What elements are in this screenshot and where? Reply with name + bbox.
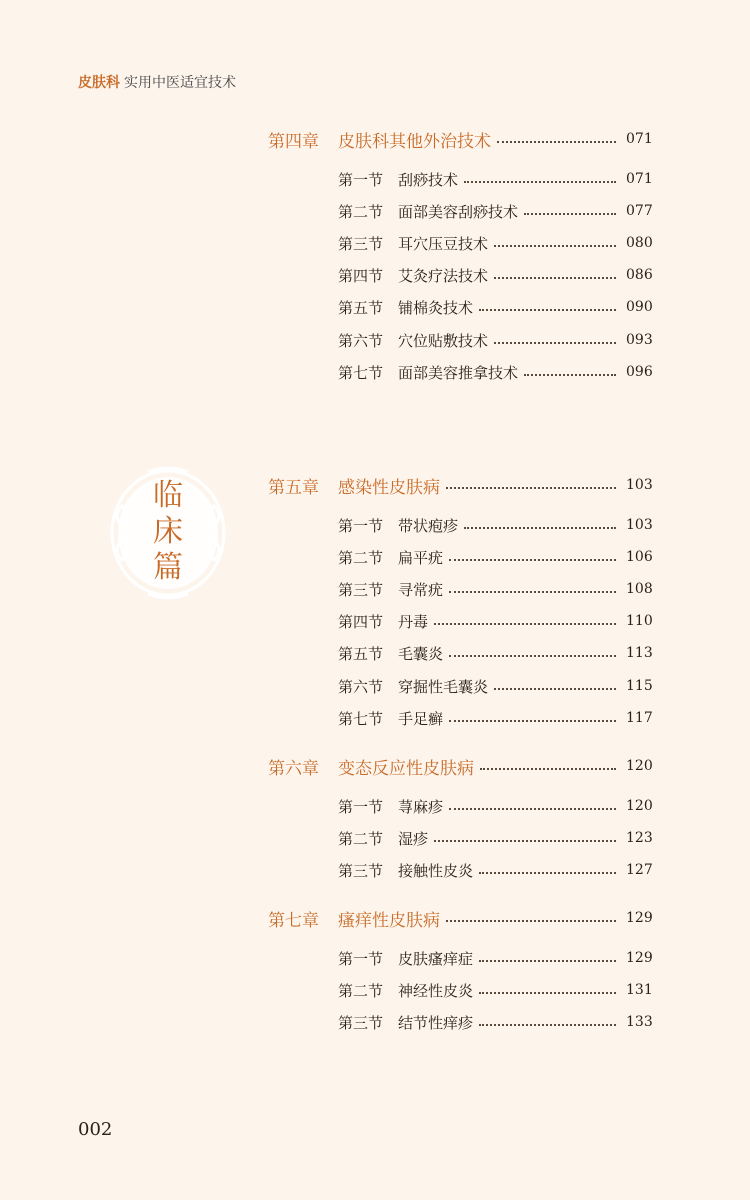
header-title: 实用中医适宜技术 [124, 75, 236, 91]
toc-entry-page: 086 [626, 267, 653, 283]
toc-entry-title: 手足癣 [398, 709, 444, 728]
toc-entry-title: 湿疹 [398, 829, 429, 848]
toc-entry-number: 第二节 [338, 202, 384, 221]
toc-section-row[interactable] [338, 577, 653, 601]
dot-leader [449, 806, 616, 810]
toc-entry-number: 第七章 [268, 910, 319, 931]
toc-section-row[interactable] [338, 1010, 653, 1034]
page-number: 002 [78, 1119, 113, 1140]
toc-entry-page: 129 [626, 950, 653, 966]
toc-entry-number: 第一节 [338, 516, 384, 535]
seal-text [108, 478, 228, 586]
toc-entry-number: 第五节 [338, 644, 384, 663]
toc-entry-page: 120 [626, 758, 653, 774]
toc-section-row[interactable] [338, 946, 653, 970]
dot-leader [449, 718, 616, 722]
seal-char: 篇 [153, 550, 183, 585]
toc-entry-number: 第三节 [338, 1013, 384, 1032]
header-brand: 皮肤科 [78, 75, 120, 91]
toc-section-row[interactable] [338, 263, 653, 287]
toc-entry-page: 071 [626, 131, 653, 147]
dot-leader [524, 211, 616, 215]
toc-section-row[interactable] [338, 167, 653, 191]
toc-entry-page: 129 [626, 910, 653, 926]
toc-entry-number: 第三节 [338, 234, 384, 253]
running-header [78, 72, 236, 92]
toc-entry-title: 艾灸疗法技术 [398, 266, 489, 285]
toc-entry-page: 115 [626, 678, 653, 694]
toc-entry-title: 瘙痒性皮肤病 [338, 910, 440, 931]
toc-entry-page: 080 [626, 235, 653, 251]
toc-section-row[interactable] [338, 231, 653, 255]
toc-entry-page: 103 [626, 517, 653, 533]
toc-section-row[interactable] [338, 978, 653, 1002]
dot-leader [497, 139, 616, 143]
toc-entry-number: 第二节 [338, 981, 384, 1000]
toc-entry-title: 神经性皮炎 [398, 981, 474, 1000]
toc-entry-number: 第二节 [338, 829, 384, 848]
toc-entry-page: 123 [626, 830, 653, 846]
dot-leader [524, 372, 616, 376]
dot-leader [479, 958, 616, 962]
toc-entry-number: 第四节 [338, 612, 384, 631]
toc-entry-page: 108 [626, 581, 653, 597]
dot-leader [446, 918, 616, 922]
section-seal [108, 466, 228, 600]
dot-leader [494, 275, 616, 279]
toc-section-row[interactable] [338, 674, 653, 698]
toc-entry-number: 第四节 [338, 266, 384, 285]
toc-entry-title: 穿掘性毛囊炎 [398, 677, 489, 696]
toc-entry-number: 第三节 [338, 861, 384, 880]
toc-entry-title: 荨麻疹 [398, 797, 444, 816]
dot-leader [434, 621, 616, 625]
dot-leader [449, 557, 616, 561]
seal-char: 床 [153, 514, 183, 549]
toc-entry-number: 第七节 [338, 709, 384, 728]
toc-chapter-row[interactable] [268, 906, 653, 931]
dot-leader [479, 307, 616, 311]
toc-entry-page: 110 [626, 613, 653, 629]
dot-leader [479, 990, 616, 994]
toc-section-row[interactable] [338, 545, 653, 569]
toc-entry-number: 第六节 [338, 677, 384, 696]
toc-chapter-row[interactable] [268, 473, 653, 498]
toc-section-row[interactable] [338, 794, 653, 818]
seal-char: 临 [153, 478, 183, 513]
toc-entry-title: 带状疱疹 [398, 516, 459, 535]
toc-entry-title: 铺棉灸技术 [398, 298, 474, 317]
dot-leader [494, 340, 616, 344]
toc-entry-title: 结节性痒疹 [398, 1013, 474, 1032]
toc-entry-title: 面部美容刮痧技术 [398, 202, 519, 221]
dot-leader [494, 686, 616, 690]
toc-entry-title: 寻常疣 [398, 580, 444, 599]
dot-leader [480, 766, 616, 770]
toc-entry-title: 丹毒 [398, 612, 429, 631]
toc-section-row[interactable] [338, 858, 653, 882]
dot-leader [446, 485, 616, 489]
toc-entry-page: 127 [626, 862, 653, 878]
dot-leader [464, 525, 616, 529]
toc-entry-number: 第六章 [268, 758, 319, 779]
toc-entry-title: 耳穴压豆技术 [398, 234, 489, 253]
toc-entry-page: 113 [626, 645, 653, 661]
toc-chapter-row[interactable] [268, 127, 653, 152]
toc-section-row[interactable] [338, 641, 653, 665]
toc-entry-number: 第六节 [338, 331, 384, 350]
toc-section-row[interactable] [338, 513, 653, 537]
toc-entry-page: 117 [626, 710, 653, 726]
toc-entry-page: 133 [626, 1014, 653, 1030]
toc-entry-page: 071 [626, 171, 653, 187]
toc-entry-number: 第七节 [338, 363, 384, 382]
toc-entry-number: 第二节 [338, 548, 384, 567]
toc-entry-number: 第五节 [338, 298, 384, 317]
toc-section-row[interactable] [338, 706, 653, 730]
toc-entry-title: 皮肤科其他外治技术 [338, 131, 491, 152]
toc-entry-page: 096 [626, 364, 653, 380]
dot-leader [479, 870, 616, 874]
toc-entry-number: 第四章 [268, 131, 319, 152]
toc-entry-title: 面部美容推拿技术 [398, 363, 519, 382]
toc-section-row[interactable] [338, 328, 653, 352]
toc-entry-title: 毛囊炎 [398, 644, 444, 663]
toc-entry-title: 刮痧技术 [398, 170, 459, 189]
toc-section-row[interactable] [338, 609, 653, 633]
toc-section-row[interactable] [338, 199, 653, 223]
toc-section-row[interactable] [338, 295, 653, 319]
toc-entry-page: 120 [626, 798, 653, 814]
dot-leader [434, 838, 616, 842]
toc-entry-title: 感染性皮肤病 [338, 477, 440, 498]
dot-leader [479, 1022, 616, 1026]
toc-entry-number: 第一节 [338, 797, 384, 816]
toc-section-row[interactable] [338, 826, 653, 850]
dot-leader [494, 243, 616, 247]
dot-leader [449, 589, 616, 593]
toc-entry-title: 皮肤瘙痒症 [398, 949, 474, 968]
toc-entry-title: 接触性皮炎 [398, 861, 474, 880]
toc-chapter-row[interactable] [268, 754, 653, 779]
toc-entry-number: 第五章 [268, 477, 319, 498]
dot-leader [449, 653, 616, 657]
toc-entry-title: 扁平疣 [398, 548, 444, 567]
toc-entry-number: 第一节 [338, 170, 384, 189]
toc-entry-title: 变态反应性皮肤病 [338, 758, 474, 779]
toc-entry-page: 093 [626, 332, 653, 348]
toc-entry-page: 103 [626, 477, 653, 493]
toc-entry-number: 第三节 [338, 580, 384, 599]
toc-entry-page: 090 [626, 299, 653, 315]
toc-entry-page: 106 [626, 549, 653, 565]
toc-entry-page: 077 [626, 203, 653, 219]
toc-entry-page: 131 [626, 982, 653, 998]
dot-leader [464, 179, 616, 183]
toc-entry-number: 第一节 [338, 949, 384, 968]
toc-section-row[interactable] [338, 360, 653, 384]
toc-entry-title: 穴位贴敷技术 [398, 331, 489, 350]
